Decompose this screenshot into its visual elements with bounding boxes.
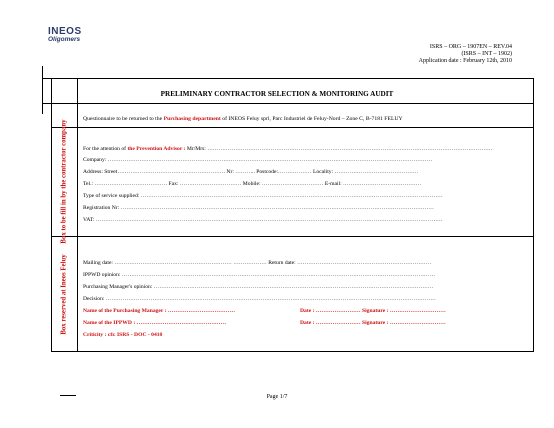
ineos-logo: INEOS: [48, 26, 82, 37]
questionnaire-row-divider: [51, 127, 534, 128]
ippwd-name-field[interactable]: Name of the IPPWD : …………………………………………: [83, 320, 227, 326]
table-bottom-border: [51, 351, 534, 352]
mailing-return-date-field[interactable]: Mailing date: ……………………………………………………… ……………… Return date: ………………………………………………………………: [83, 260, 432, 266]
table-top-border: [42, 78, 534, 79]
title-row-divider: [42, 103, 534, 104]
purchasing-opinion-field[interactable]: Purchasing Manager's opinion: ……………………………………………………………………………………………………………………………………: [83, 284, 434, 290]
service-type-field[interactable]: Type of service supplied: ………………………………………………………………………………………………………………………………………………: [83, 193, 443, 199]
doc-reference: ISRS – ORG – 1907EN – REV.04: [429, 44, 512, 50]
vat-field[interactable]: VAT: ……………………………………………………………………………………………………………………………………………………………………: [83, 217, 443, 223]
ippwd-date-signature-field[interactable]: Date : …………………… Signature : …………………………: [300, 320, 446, 326]
questionnaire-instruction: Questionnaire to be returned to the Purchasing department of INEOS Feluy sprl, Parc Industriel de Feluy-Nord – Zone C, B-7181 FELUY: [83, 116, 403, 122]
table-left-border: [51, 78, 52, 352]
page-number: Page 1/7: [266, 394, 288, 400]
criticity-reference: Criticity : cfr. ISRS - DOC - 0410: [83, 332, 163, 338]
purchasing-manager-name-field[interactable]: Name of the Purchasing Manager : ………………………………: [83, 308, 236, 314]
section-divider: [51, 236, 534, 237]
side-column-divider: [77, 78, 78, 352]
doc-internal-reference: (ISRS – INT – 1902): [461, 51, 512, 57]
company-field[interactable]: Company: …………………………………………………………………………………………………………………………………………………………: [83, 157, 433, 163]
form-title: PRELIMINARY CONTRACTOR SELECTION & MONITORING AUDIT: [160, 90, 394, 98]
attention-field[interactable]: For the attention of the Prevention Advisor : Mr/Mrs: ………………………………………………………………………………………………………………………………………: [83, 146, 493, 152]
contact-field[interactable]: Tel.: ………………………………… Fax: …………………………… Mobile: …………………………… E-mail: ……………………………………: [83, 181, 422, 187]
address-field[interactable]: Address: Street…………………………………………………. Nr: ……….. Postcode:……………… Locality: ………………………………………: [83, 169, 419, 175]
oligomers-logo-subtitle: Oligomers: [48, 36, 81, 43]
purchasing-department-highlight: Purchasing department: [163, 116, 221, 122]
reserved-box-label: Box reserved at Ineos Feluy: [60, 254, 68, 335]
registration-field[interactable]: Registration Nr: ……………………………………………………………………………………………………………………………………………………: [83, 205, 434, 211]
contractor-box-label: Box to be fill in by the contractor company: [60, 119, 68, 244]
decision-field[interactable]: Decision: ……………………………………………………………………………………………………………………………………………………………: [83, 296, 436, 302]
purchasing-date-signature-field[interactable]: Date : …………………… Signature : …………………………: [300, 308, 446, 314]
application-date: Application date : February 12th, 2010: [418, 58, 512, 64]
ippwd-opinion-field[interactable]: IPPWD opinion: ……………………………………………………………………………………………………………………………………………………: [83, 272, 436, 278]
table-right-border: [533, 78, 534, 352]
